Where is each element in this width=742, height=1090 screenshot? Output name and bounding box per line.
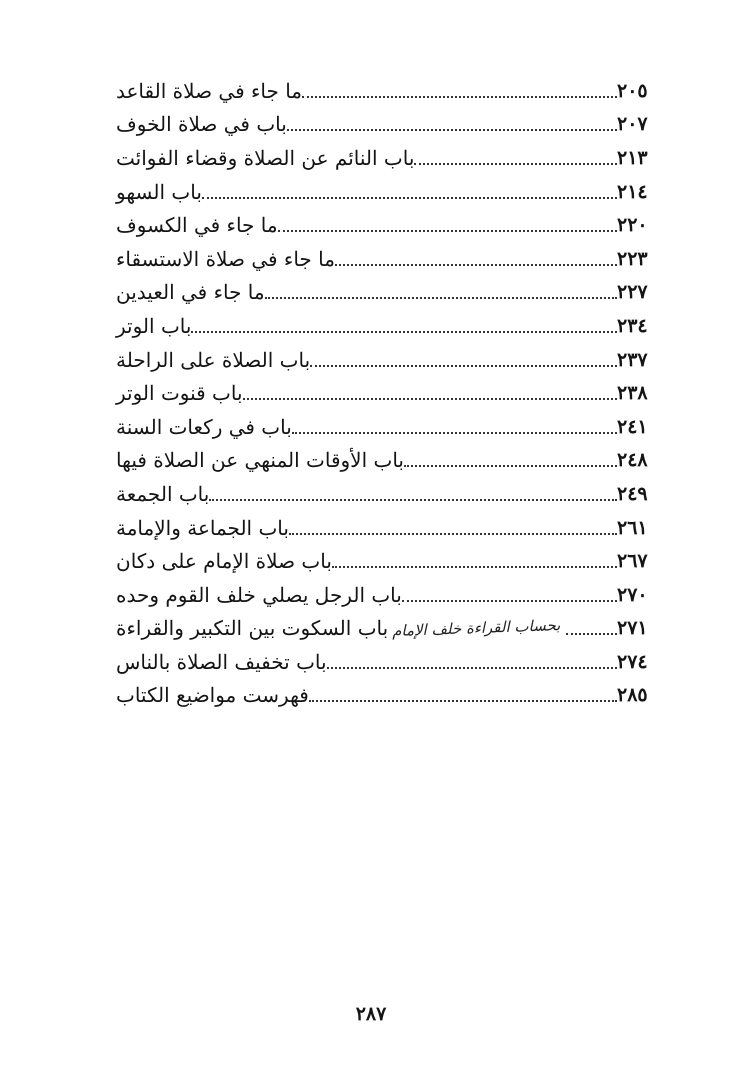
toc-entry [108, 276, 663, 310]
table-of-contents [108, 74, 663, 712]
toc-entry-page: ٢٦٧ [617, 550, 648, 573]
page-number: ٢٨٧ [355, 1003, 387, 1025]
dot-leader [414, 163, 617, 165]
toc-entry-title: باب في ركعات السنة [116, 414, 292, 439]
toc-entry-title: باب الجماعة والإمامة [116, 515, 289, 540]
dot-leader [310, 365, 617, 367]
toc-entry [108, 578, 663, 612]
dot-leader [265, 297, 617, 299]
toc-entry [108, 444, 663, 478]
toc-entry [108, 141, 663, 175]
dot-leader [202, 197, 617, 199]
toc-entry-page: ٢١٤ [617, 180, 648, 203]
toc-entry-page: ٢٧٤ [617, 650, 648, 673]
toc-entry-page: ٢١٣ [617, 146, 648, 169]
dot-leader [335, 264, 617, 266]
dot-leader [404, 465, 617, 467]
toc-entry-page: ٢٢٣ [617, 247, 648, 270]
toc-entry-title: باب الجمعة [116, 481, 210, 506]
toc-entry [108, 645, 663, 679]
toc-entry-page: ٢٠٥ [617, 79, 648, 102]
toc-entry-page: ٢٣٧ [617, 348, 648, 371]
toc-entry-page: ٢٠٧ [617, 113, 648, 136]
toc-entry-page: ٢٦١ [617, 516, 648, 539]
toc-entry-page: ٢٧١ [617, 617, 648, 640]
toc-entry-title: ما جاء في الكسوف [116, 213, 278, 238]
toc-entry [108, 343, 663, 377]
toc-entry [108, 612, 663, 646]
toc-entry-title: باب قنوت الوتر [116, 381, 243, 406]
toc-entry-title: باب السهو [116, 179, 202, 204]
toc-entry [108, 376, 663, 410]
dot-leader [327, 667, 617, 669]
toc-entry-title: فهرست مواضيع الكتاب [116, 683, 309, 708]
toc-entry [108, 208, 663, 242]
toc-entry-title: باب الوتر [116, 313, 192, 338]
toc-entry-title: باب تخفيف الصلاة بالناس [116, 649, 327, 674]
handwritten-annotation: بحساب القراءة خلف الإمام [391, 616, 561, 641]
toc-entry [108, 309, 663, 343]
toc-entry-page: ٢٢٧ [617, 281, 648, 304]
toc-entry-page: ٢٤٩ [617, 482, 648, 505]
toc-entry [108, 679, 663, 713]
toc-entry [108, 108, 663, 142]
toc-entry [108, 544, 663, 578]
toc-entry [108, 410, 663, 444]
toc-entry [108, 175, 663, 209]
toc-entry-title: باب في صلاة الخوف [116, 112, 287, 137]
dot-leader [402, 600, 617, 602]
dot-leader [191, 331, 617, 333]
toc-entry-title: باب الرجل يصلي خلف القوم وحده [116, 582, 402, 607]
toc-entry-title: باب الأوقات المنهي عن الصلاة فيها [116, 448, 404, 473]
dot-leader [287, 129, 617, 131]
toc-entry-title: ما جاء في صلاة الاستسقاء [116, 246, 335, 271]
toc-entry-title: باب الصلاة على الراحلة [116, 347, 311, 372]
toc-entry-page: ٢٣٤ [617, 314, 648, 337]
toc-entry-title: ما جاء في العيدين [116, 280, 265, 305]
toc-entry [108, 477, 663, 511]
dot-leader [289, 533, 617, 535]
toc-entry-page: ٢٨٥ [617, 684, 648, 707]
toc-entry [108, 74, 663, 108]
dot-leader [566, 633, 617, 635]
toc-entry-page: ٢٤٨ [617, 449, 648, 472]
toc-entry-title: باب النائم عن الصلاة وقضاء الفوائت [116, 145, 415, 170]
toc-entry [108, 511, 663, 545]
toc-entry-page: ٢٤١ [617, 415, 648, 438]
dot-leader [278, 230, 617, 232]
toc-entry-page: ٢٢٠ [617, 214, 648, 237]
dot-leader [332, 566, 617, 568]
dot-leader [209, 499, 617, 501]
dot-leader [292, 432, 617, 434]
toc-entry [108, 242, 663, 276]
toc-entry-title: باب صلاة الإمام على دكان [116, 549, 332, 574]
toc-entry-title: باب السكوت بين التكبير والقراءة [116, 616, 389, 641]
toc-entry-page: ٢٣٨ [617, 382, 648, 405]
toc-entry-title: ما جاء في صلاة القاعد [116, 78, 303, 103]
dot-leader [302, 96, 617, 98]
dot-leader [243, 398, 617, 400]
toc-entry-page: ٢٧٠ [617, 583, 648, 606]
dot-leader [309, 700, 617, 702]
